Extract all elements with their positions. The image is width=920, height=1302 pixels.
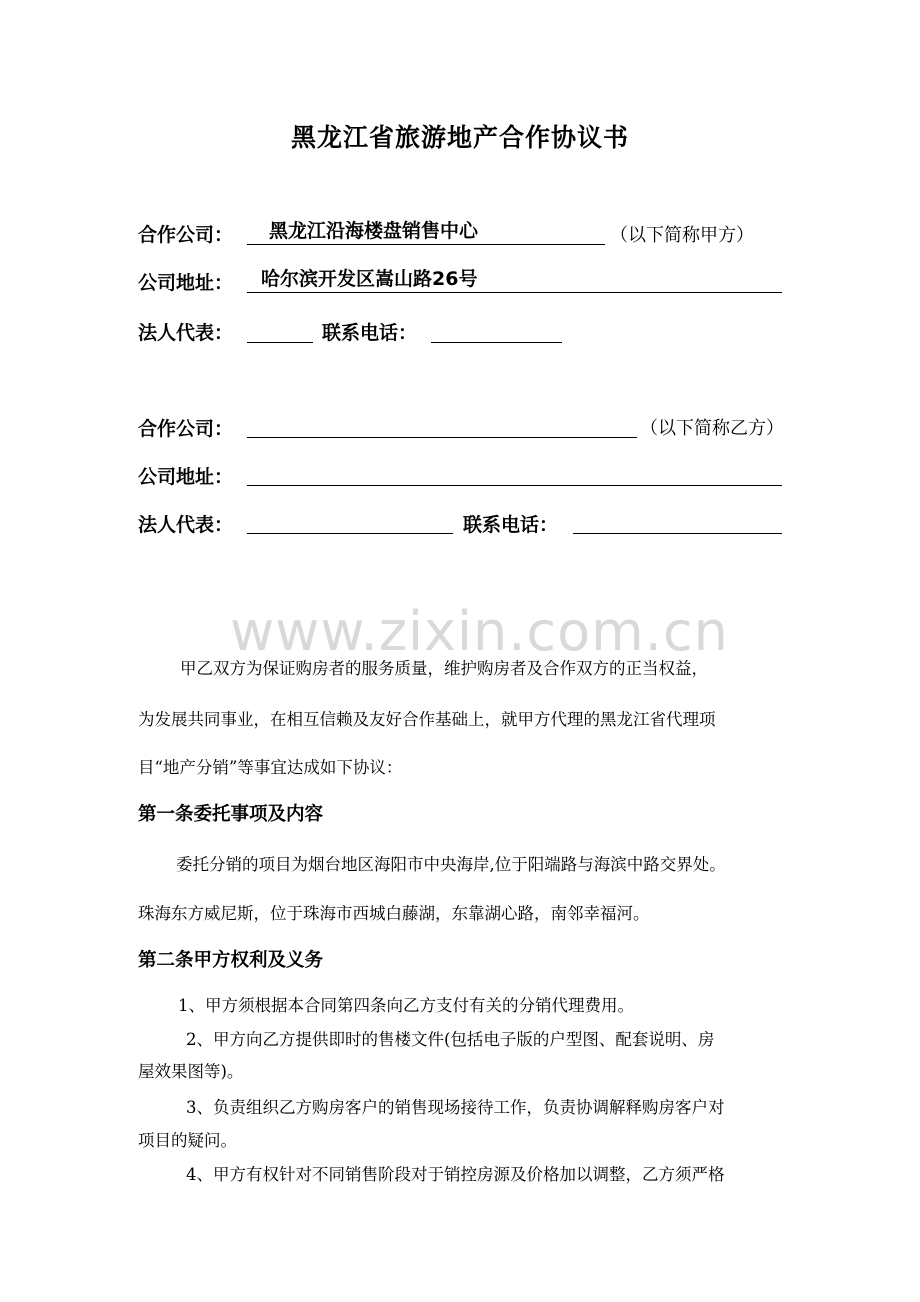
article-1-heading: 第一条委托事项及内容 <box>138 804 324 825</box>
article-2-line: 1、甲方须根据本合同第四条向乙方支付有关的分销代理费用。 <box>178 996 634 1015</box>
article-2-heading: 第二条甲方权利及义务 <box>138 950 324 971</box>
article-2-line: 2、甲方向乙方提供即时的售楼文件(包括电子版的户型图、配套说明、房 <box>186 1030 715 1049</box>
article-1-line: 委托分销的项目为烟台地区海阳市中央海岸,位于阳端路与海滨中路交界处。 <box>176 855 726 874</box>
party-b-company-label: 合作公司： <box>138 418 234 440</box>
party-a-rep-label: 法人代表： <box>138 322 234 344</box>
party-a-company-field <box>247 219 605 245</box>
party-b-address-field <box>247 460 782 486</box>
party-a-phone-field <box>431 317 562 343</box>
party-a-company-value: 黑龙江沿海楼盘销售中心 <box>269 220 479 242</box>
party-a-rep-field <box>247 317 313 343</box>
party-a-address-field <box>247 267 782 293</box>
party-a-address-label: 公司地址： <box>138 272 234 294</box>
article-2-line: 3、负责组织乙方购房客户的销售现场接待工作，负责协调解释购房客户对 <box>186 1098 725 1117</box>
article-1-line: 珠海东方威尼斯，位于珠海市西城白藤湖，东靠湖心路，南邻幸福河。 <box>138 904 650 923</box>
intro-line: 目“地产分销”等事宜达成如下协议： <box>138 758 403 777</box>
party-b-phone-label: 联系电话： <box>463 514 559 536</box>
article-2-line: 4、甲方有权针对不同销售阶段对于销控房源及价格加以调整，乙方须严格 <box>186 1165 725 1184</box>
party-b-address-label: 公司地址： <box>138 466 234 488</box>
party-a-address-value: 哈尔滨开发区嵩山路26号 <box>261 268 478 290</box>
intro-line: 甲乙双方为保证购房者的服务质量，维护购房者及合作双方的正当权益， <box>180 659 708 678</box>
party-a-phone-label: 联系电话： <box>322 322 418 344</box>
party-b-rep-label: 法人代表： <box>138 514 234 536</box>
article-2-line: 项目的疑问。 <box>138 1131 237 1150</box>
article-2-line: 屋效果图等)。 <box>138 1062 244 1081</box>
document-title: 黑龙江省旅游地产合作协议书 <box>290 123 629 152</box>
watermark: www.zixin.com.cn <box>230 600 729 663</box>
party-a-company-label: 合作公司： <box>138 224 234 246</box>
party-b-company-suffix: （以下简称乙方） <box>640 418 784 439</box>
party-b-rep-field <box>247 508 453 534</box>
party-b-company-field <box>247 412 637 438</box>
party-a-company-suffix: （以下简称甲方） <box>610 225 754 246</box>
party-b-phone-field <box>573 508 782 534</box>
intro-line: 为发展共同事业，在相互信赖及友好合作基础上，就甲方代理的黑龙江省代理项 <box>138 710 716 729</box>
